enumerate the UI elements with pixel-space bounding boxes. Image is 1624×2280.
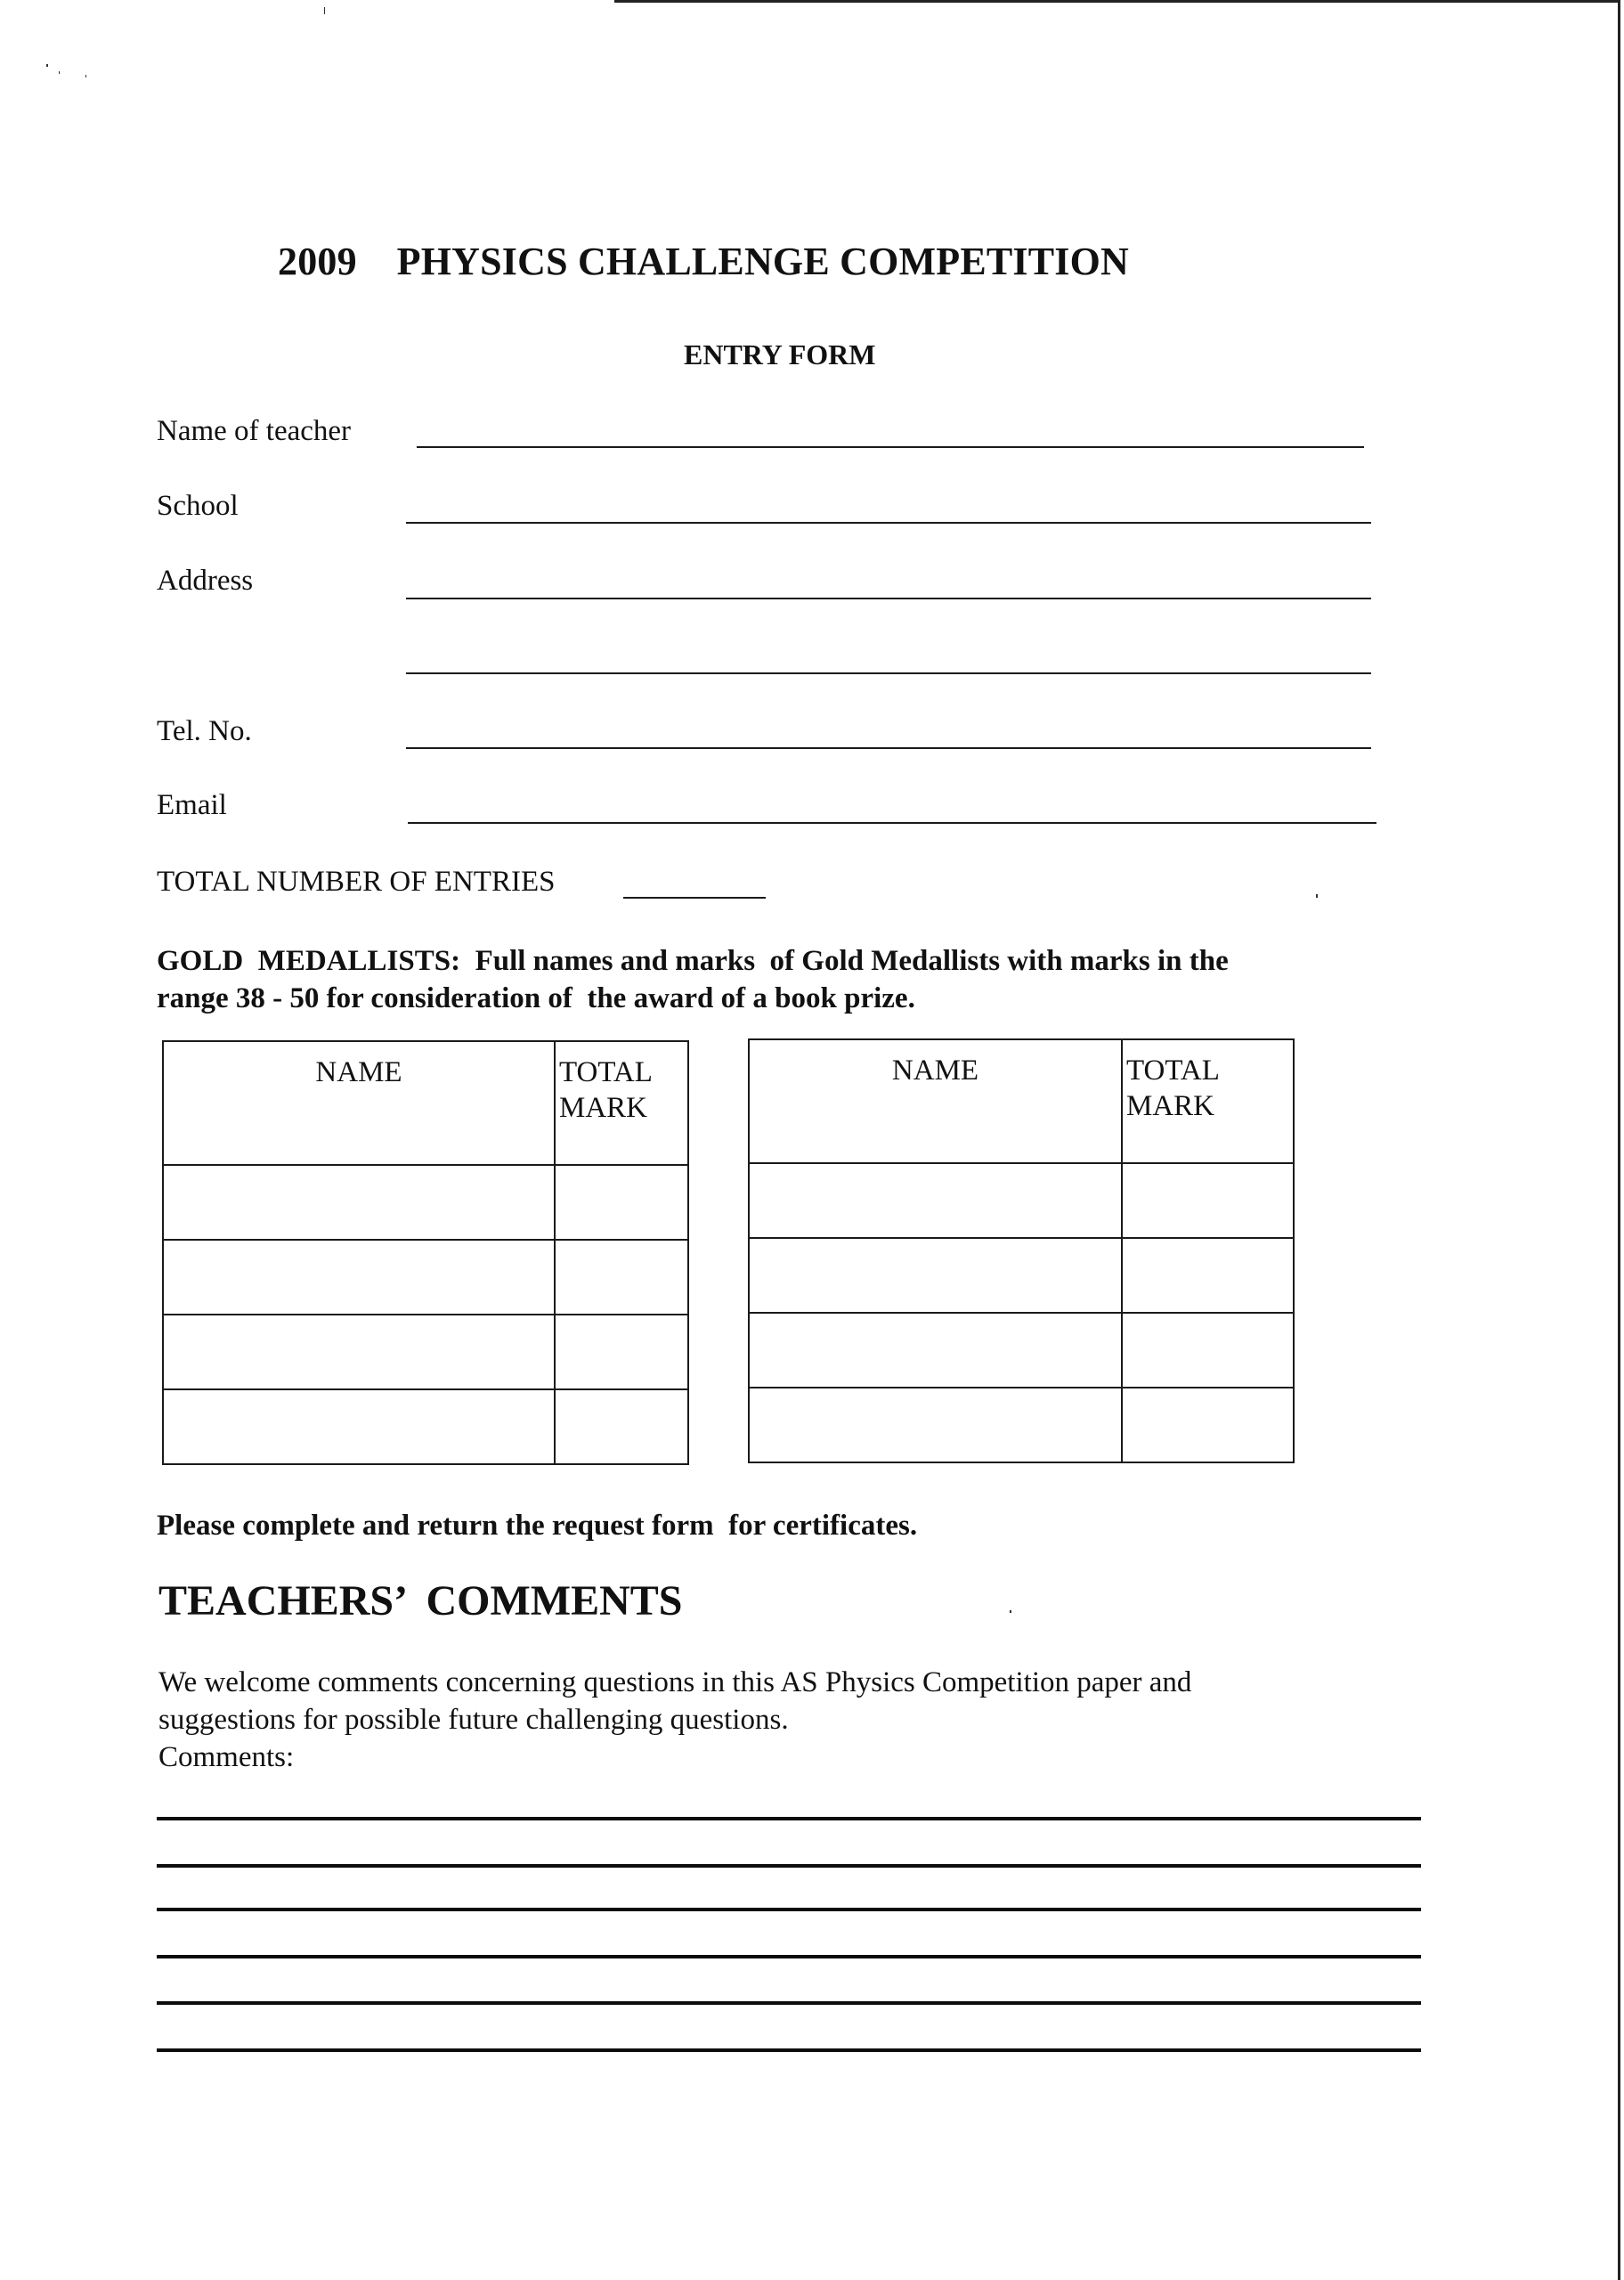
gold-medallists-table-right — [748, 1038, 1295, 1463]
medallist-name-input[interactable] — [164, 1315, 554, 1388]
medallist-name-input[interactable] — [750, 1388, 1121, 1462]
address-line-2 — [406, 672, 1371, 674]
name-cell — [749, 1238, 1122, 1313]
mark-cell — [1122, 1388, 1294, 1462]
total-mark-column-header — [555, 1041, 688, 1165]
address-line-1 — [406, 598, 1371, 599]
name-cell — [163, 1389, 555, 1464]
scan-speck — [59, 71, 60, 74]
email-line — [408, 822, 1376, 824]
table-row — [163, 1240, 688, 1315]
mark-cell — [1122, 1238, 1294, 1313]
tel-field[interactable] — [406, 712, 1371, 746]
comment-line — [157, 1817, 1421, 1820]
table-row — [749, 1238, 1294, 1313]
medallist-name-input[interactable] — [164, 1390, 554, 1463]
comment-input[interactable] — [157, 1781, 1421, 1815]
table-row — [163, 1389, 688, 1464]
gold-medallists-notice-line-2: range 38 - 50 for consideration of the award of a book prize. — [157, 982, 915, 1014]
school-field[interactable] — [406, 487, 1371, 521]
comment-line — [157, 2048, 1421, 2052]
scan-speck — [324, 7, 325, 14]
medallist-mark-input[interactable] — [556, 1390, 687, 1463]
comments-intro-line-1: We welcome comments concerning questions in this AS Physics Competition paper and — [158, 1666, 1192, 1698]
mark-cell — [1122, 1313, 1294, 1388]
comment-input[interactable] — [157, 2013, 1421, 2047]
mark-cell — [555, 1389, 688, 1464]
certificate-notice: Please complete and return the request form for certificates. — [157, 1510, 918, 1542]
name-cell — [163, 1165, 555, 1240]
comment-input[interactable] — [157, 1966, 1421, 1999]
mark-cell — [555, 1165, 688, 1240]
address-field-2[interactable] — [406, 638, 1371, 672]
medallist-mark-input[interactable] — [1123, 1388, 1293, 1462]
email-field[interactable] — [408, 787, 1376, 821]
name-column-header: NAME — [749, 1039, 1122, 1163]
total-entries-label: TOTAL NUMBER OF ENTRIES — [157, 866, 556, 898]
scan-speck — [1010, 1610, 1011, 1613]
address-label: Address — [157, 565, 254, 597]
medallist-mark-input[interactable] — [556, 1315, 687, 1388]
mark-cell — [555, 1240, 688, 1315]
document-year: 2009 — [278, 240, 357, 283]
address-field-1[interactable] — [406, 563, 1371, 597]
email-label: Email — [157, 789, 227, 821]
total-mark-header-line-2: MARK — [559, 1092, 648, 1124]
school-label: School — [157, 490, 239, 522]
table-header-row — [163, 1041, 688, 1165]
total-entries-field[interactable] — [623, 862, 766, 896]
total-mark-header-line-2: MARK — [1126, 1090, 1215, 1122]
medallist-mark-input[interactable] — [556, 1241, 687, 1314]
comments-intro — [158, 1664, 1191, 1776]
medallist-name-input[interactable] — [164, 1166, 554, 1239]
comment-line — [157, 1908, 1421, 1911]
medallist-mark-input[interactable] — [1123, 1314, 1293, 1387]
medallist-mark-input[interactable] — [556, 1166, 687, 1239]
gold-medallists-table-left — [162, 1040, 689, 1465]
comments-intro-line-2: suggestions for possible future challenging questions. — [158, 1704, 789, 1736]
gold-medallists-notice-line-1: GOLD MEDALLISTS: Full names and marks of Gold Medallists with marks in the — [157, 945, 1229, 977]
scan-speck — [1316, 894, 1318, 898]
teacher-name-label: Name of teacher — [157, 415, 352, 447]
total-entries-line — [623, 897, 766, 899]
name-cell — [163, 1315, 555, 1389]
scan-edge-right — [1618, 0, 1620, 2280]
comment-line — [157, 1864, 1421, 1868]
comment-input[interactable] — [157, 1872, 1421, 1906]
comment-input[interactable] — [157, 1919, 1421, 1953]
name-cell — [749, 1388, 1122, 1462]
scan-speck — [46, 64, 48, 67]
medallist-name-input[interactable] — [750, 1164, 1121, 1237]
comment-line — [157, 2001, 1421, 2005]
teacher-name-line — [417, 446, 1364, 448]
teacher-name-field[interactable] — [417, 411, 1364, 445]
tel-label: Tel. No. — [157, 715, 252, 747]
name-cell — [163, 1240, 555, 1315]
mark-cell — [1122, 1163, 1294, 1238]
scan-speck — [85, 75, 86, 77]
medallist-name-input[interactable] — [750, 1314, 1121, 1387]
table-row — [749, 1163, 1294, 1238]
teachers-comments-heading: TEACHERS’ COMMENTS — [158, 1577, 683, 1624]
gold-medallists-notice — [157, 942, 1229, 1017]
medallist-mark-input[interactable] — [1123, 1239, 1293, 1312]
table-row — [163, 1315, 688, 1389]
name-cell — [749, 1163, 1122, 1238]
table-row — [749, 1388, 1294, 1462]
comments-label: Comments: — [158, 1741, 295, 1773]
table-header-row — [749, 1039, 1294, 1163]
name-column-header: NAME — [163, 1041, 555, 1165]
medallist-name-input[interactable] — [164, 1241, 554, 1314]
table-row — [749, 1313, 1294, 1388]
medallist-mark-input[interactable] — [1123, 1164, 1293, 1237]
comment-line — [157, 1955, 1421, 1958]
total-mark-column-header — [1122, 1039, 1294, 1163]
table-row — [163, 1165, 688, 1240]
mark-cell — [555, 1315, 688, 1389]
total-mark-header-line-1: TOTAL — [559, 1056, 653, 1088]
name-cell — [749, 1313, 1122, 1388]
scan-edge-top — [614, 0, 1620, 3]
document-title — [278, 239, 1129, 284]
tel-line — [406, 747, 1371, 749]
total-mark-header-line-1: TOTAL — [1126, 1054, 1220, 1087]
school-line — [406, 522, 1371, 524]
form-subtitle: ENTRY FORM — [684, 338, 876, 370]
medallist-name-input[interactable] — [750, 1239, 1121, 1312]
comment-input[interactable] — [157, 1828, 1421, 1862]
document-title-text: PHYSICS CHALLENGE COMPETITION — [396, 240, 1130, 283]
